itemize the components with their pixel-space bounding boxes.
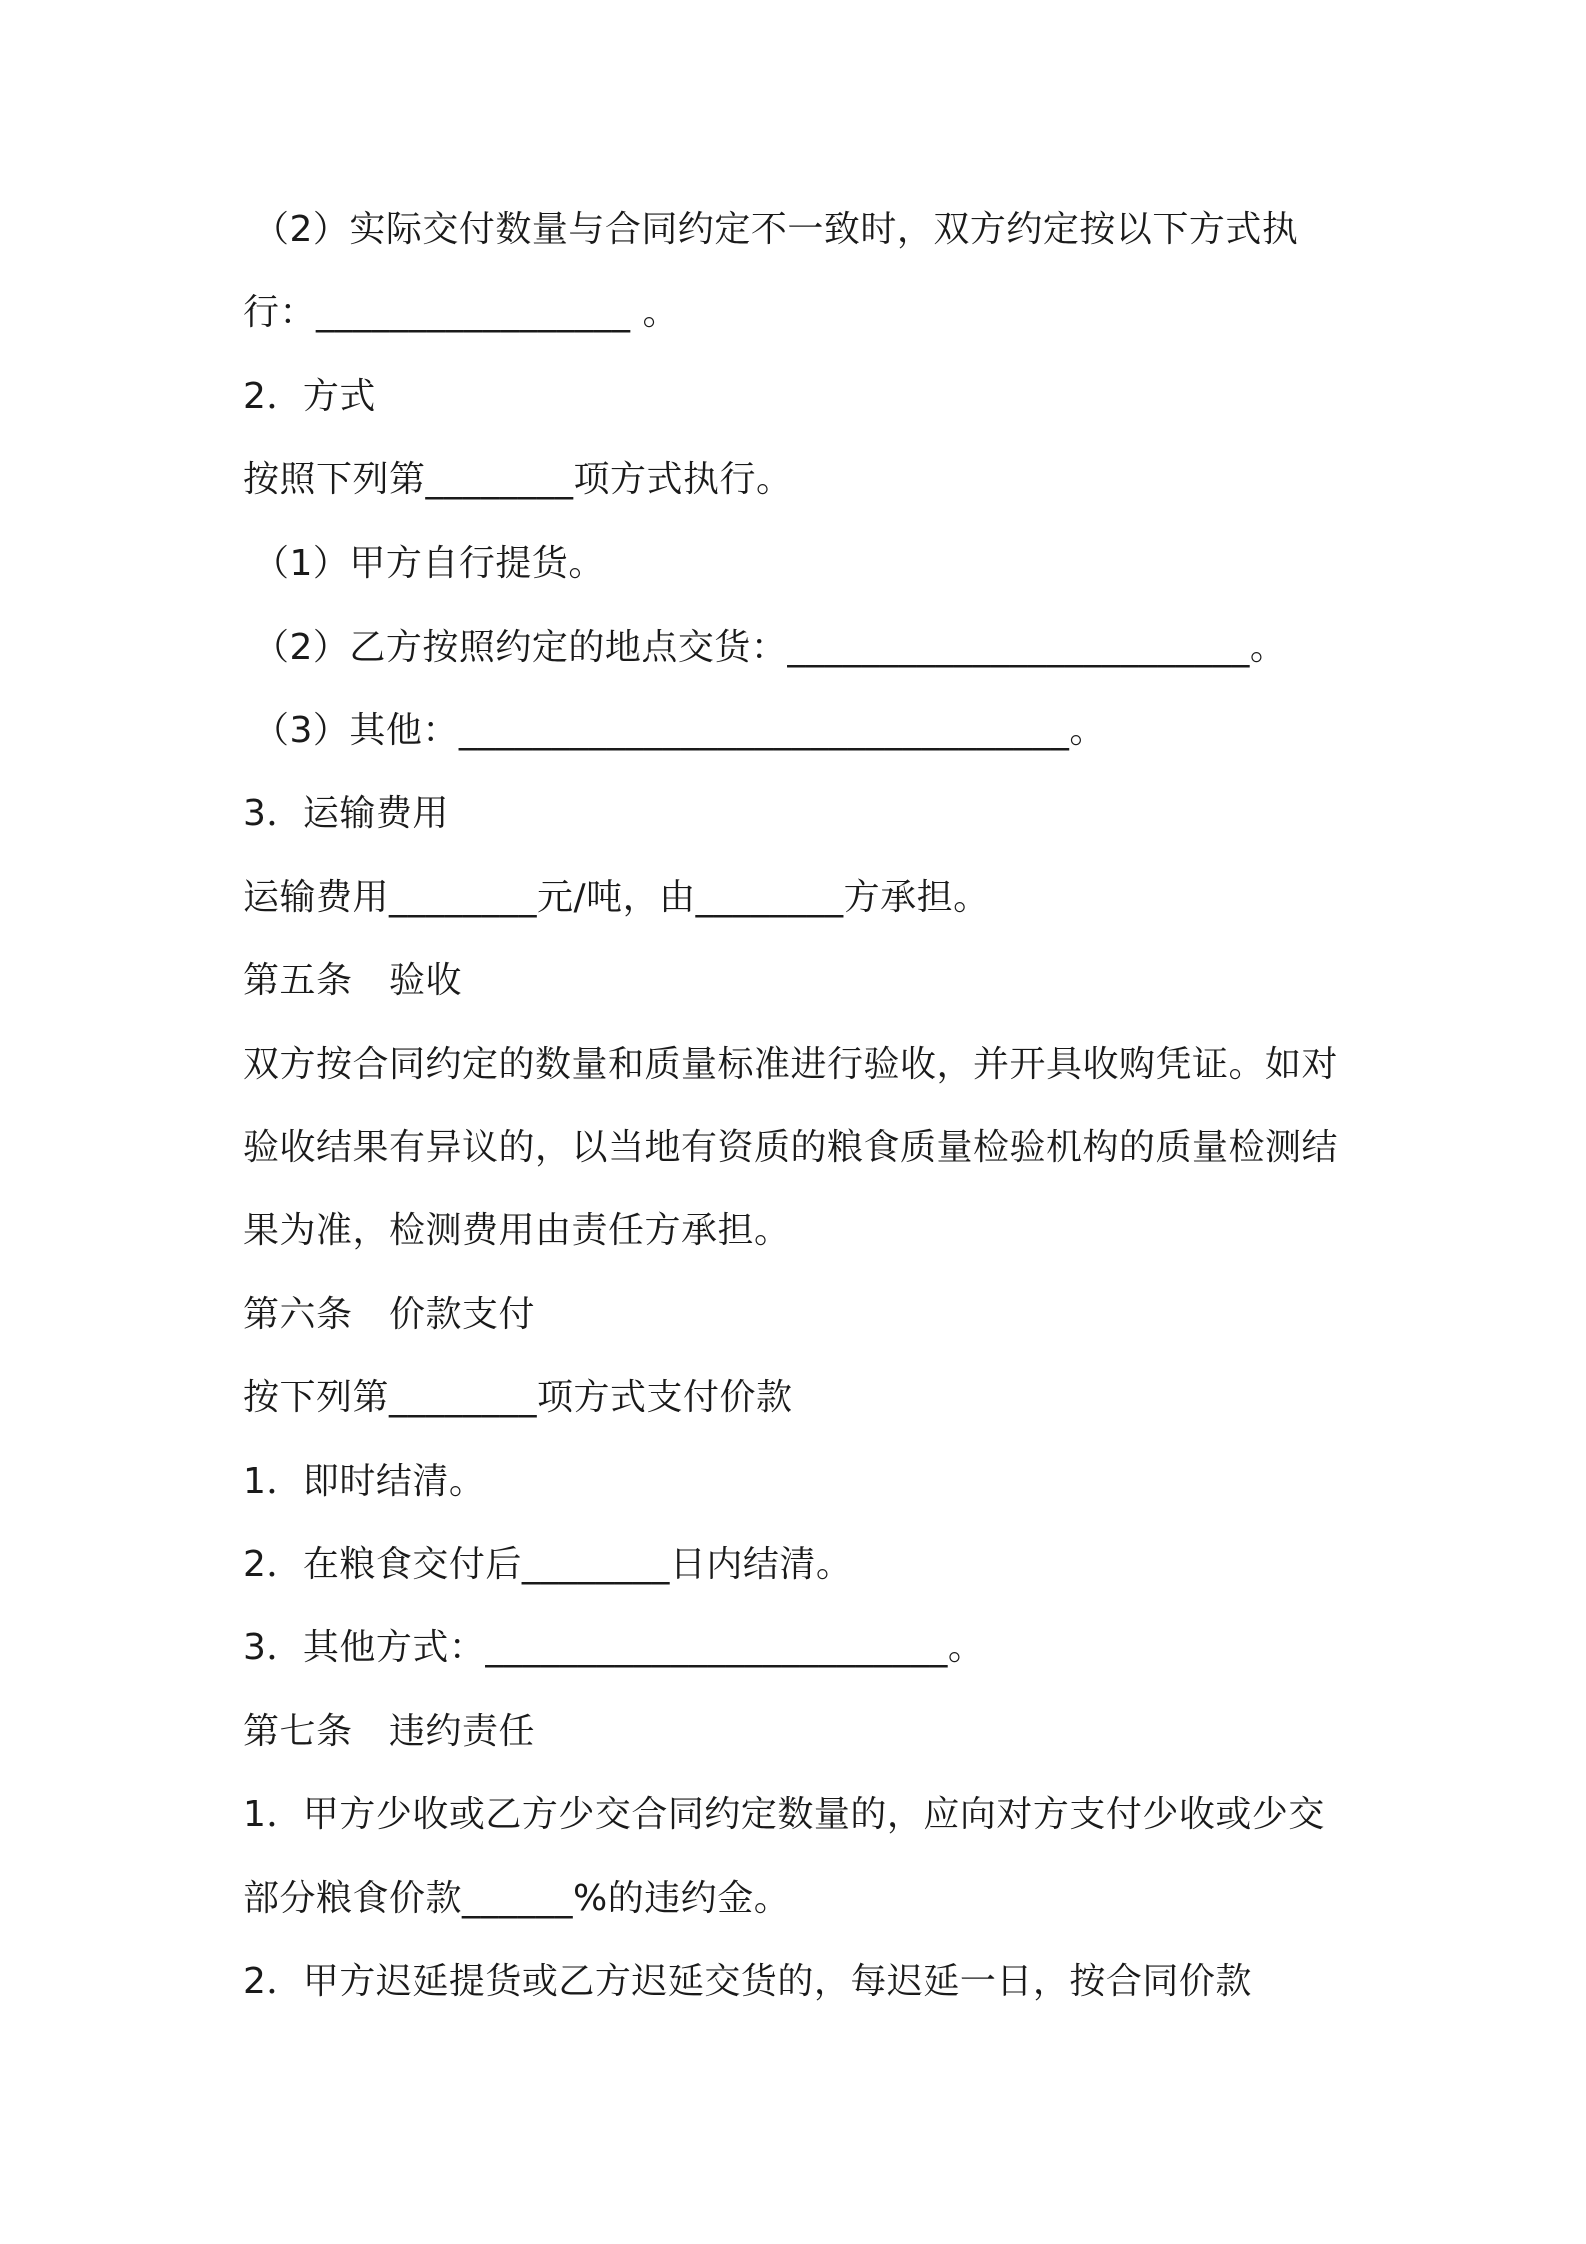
clause-line-18: 3．其他方式：_________________________。 <box>243 1627 985 1668</box>
clause-line-21: 部分粮食价款______%的违约金。 <box>243 1878 791 1919</box>
clause-line-4: 按照下列第________项方式执行。 <box>243 459 793 500</box>
article-heading-7: 第七条 违约责任 <box>243 1711 536 1752</box>
clause-line-17: 2．在粮食交付后________日内结清。 <box>243 1544 853 1585</box>
clause-line-9: 运输费用________元/吨，由________方承担。 <box>243 877 990 918</box>
clause-line-7: （3）其他：_________________________________。 <box>253 710 1106 751</box>
clause-line-12: 验收结果有异议的，以当地有资质的粮食质量检验机构的质量检测结 <box>243 1127 1339 1168</box>
clause-line-22: 2．甲方迟延提货或乙方迟延交货的，每迟延一日，按合同价款 <box>243 1961 1252 2002</box>
section-heading-method: 2．方式 <box>243 376 376 417</box>
section-heading-transport: 3．运输费用 <box>243 793 449 834</box>
clause-line-16: 1．即时结清。 <box>243 1461 486 1502</box>
clause-line-5: （1）甲方自行提货。 <box>253 543 605 584</box>
clause-line-6: （2）乙方按照约定的地点交货：_________________________。 <box>253 627 1287 668</box>
article-heading-5: 第五条 验收 <box>243 960 463 1001</box>
clause-line-20: 1．甲方少收或乙方少交合同约定数量的，应向对方支付少收或少交 <box>243 1794 1325 1835</box>
clause-line-15: 按下列第________项方式支付价款 <box>243 1377 793 1418</box>
clause-line-1: （2）实际交付数量与合同约定不一致时，双方约定按以下方式执 <box>253 209 1299 250</box>
article-heading-6: 第六条 价款支付 <box>243 1294 536 1335</box>
clause-line-2: 行：_________________ 。 <box>243 292 679 333</box>
clause-line-11: 双方按合同约定的数量和质量标准进行验收，并开具收购凭证。如对 <box>243 1044 1339 1085</box>
clause-line-13: 果为准，检测费用由责任方承担。 <box>243 1210 791 1251</box>
